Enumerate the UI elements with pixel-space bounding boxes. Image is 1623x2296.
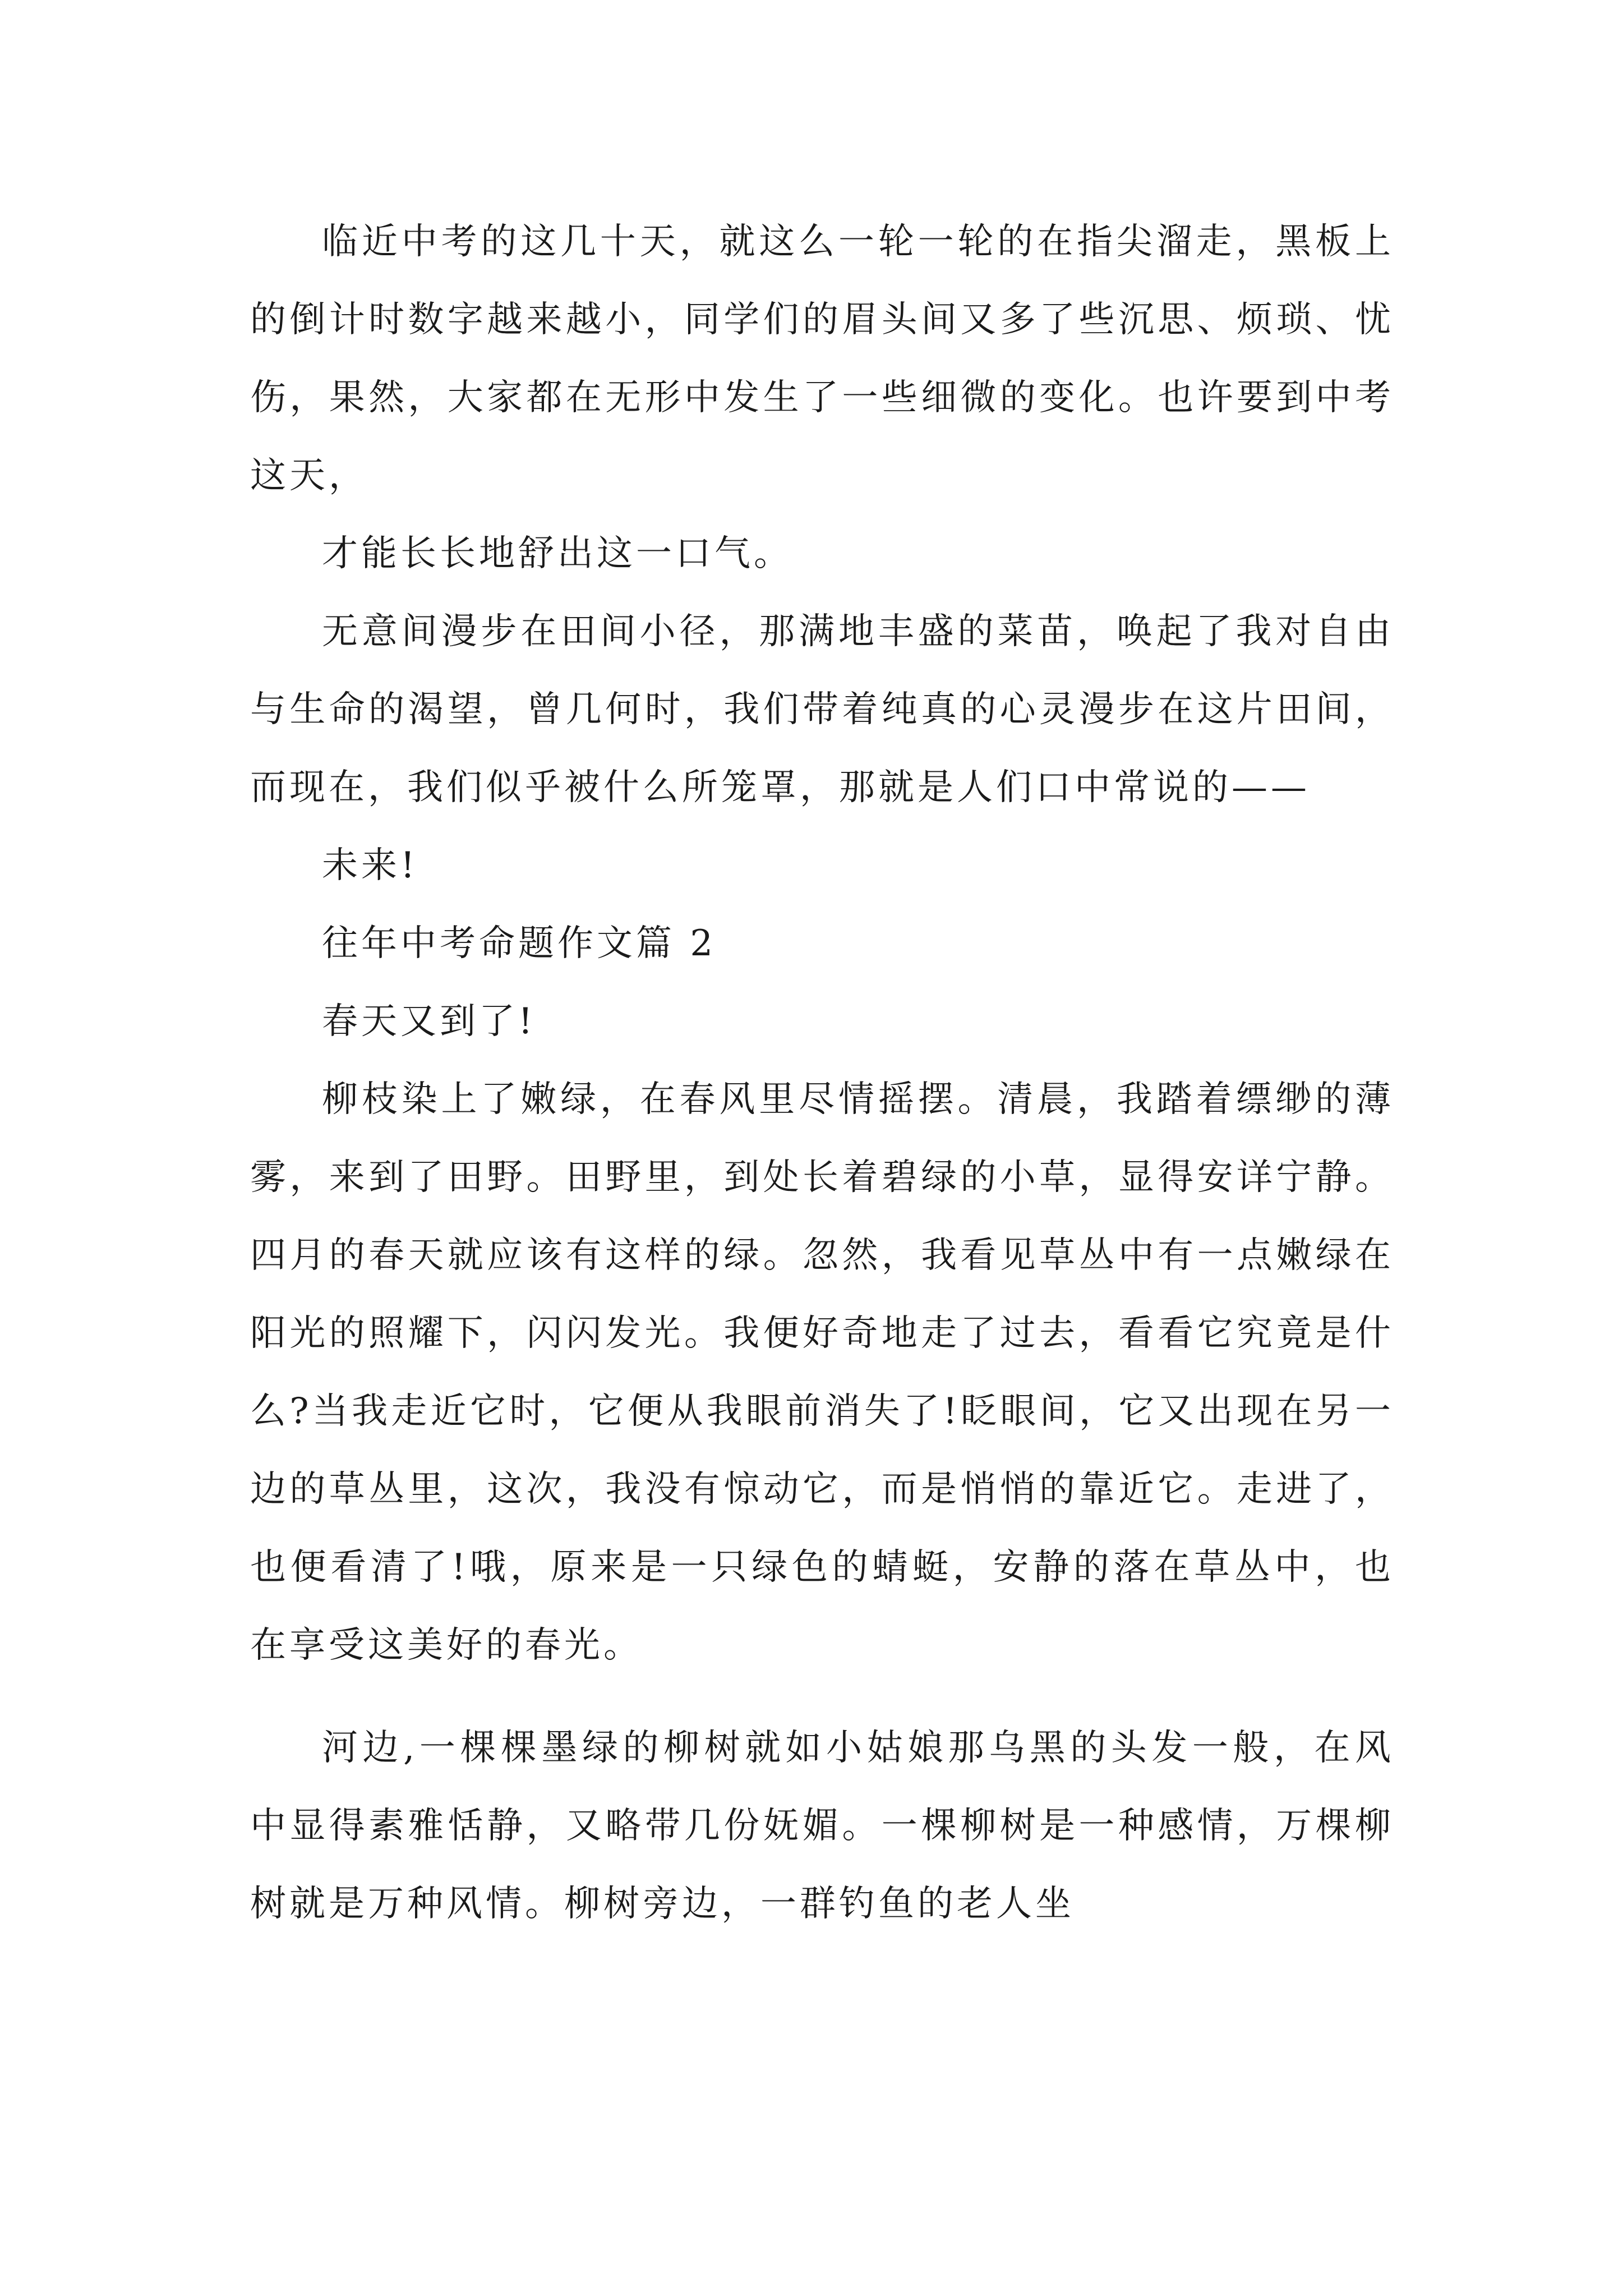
section-heading: 往年中考命题作文篇 2	[322, 923, 717, 964]
document-body	[250, 203, 1394, 1943]
paragraph-spring-arrives: 春天又到了!	[322, 1001, 536, 1042]
paragraph-future: 未来!	[322, 845, 418, 886]
paragraph-dragonfly: 柳枝染上了嫩绿，在春风里尽情摇摆。清晨，我踏着缥缈的薄雾，来到了田野。田野里，到处长着碧绿的小草，显得安详宁静。四月的春天就应该有这样的绿。忽然，我看见草丛中有一点嫩绿在阳光的照耀下，闪闪发光。我便好奇地走了过去，看看它究竟是什么?当我走近它时，它便从我眼前消失了!眨眼间，它又出现在另一边的草丛里，这次，我没有惊动它，而是悄悄的靠近它。走进了，也便看清了!哦，原来是一只绿色的蜻蜓，安静的落在草丛中，也在享受这美好的春光。	[250, 1079, 1394, 1666]
paragraph-exam-countdown: 临近中考的这几十天，就这么一轮一轮的在指尖溜走，黑板上的倒计时数字越来越小，同学们的眉头间又多了些沉思、烦琐、忧伤，果然，大家都在无形中发生了一些细微的变化。也许要到中考这天，	[250, 221, 1394, 496]
paragraph-field-path: 无意间漫步在田间小径，那满地丰盛的菜苗，唤起了我对自由与生命的渴望，曾几何时，我们带着纯真的心灵漫步在这片田间，而现在，我们似乎被什么所笼罩，那就是人们口中常说的——	[250, 611, 1394, 808]
paragraph-willows: 河边,一棵棵墨绿的柳树就如小姑娘那乌黑的头发一般，在风中显得素雅恬静，又略带几份妩媚。一棵柳树是一种感情，万棵柳树就是万种风情。柳树旁边，一群钓鱼的老人坐	[250, 1727, 1394, 1925]
paragraph-relief: 才能长长地舒出这一口气。	[322, 533, 793, 574]
